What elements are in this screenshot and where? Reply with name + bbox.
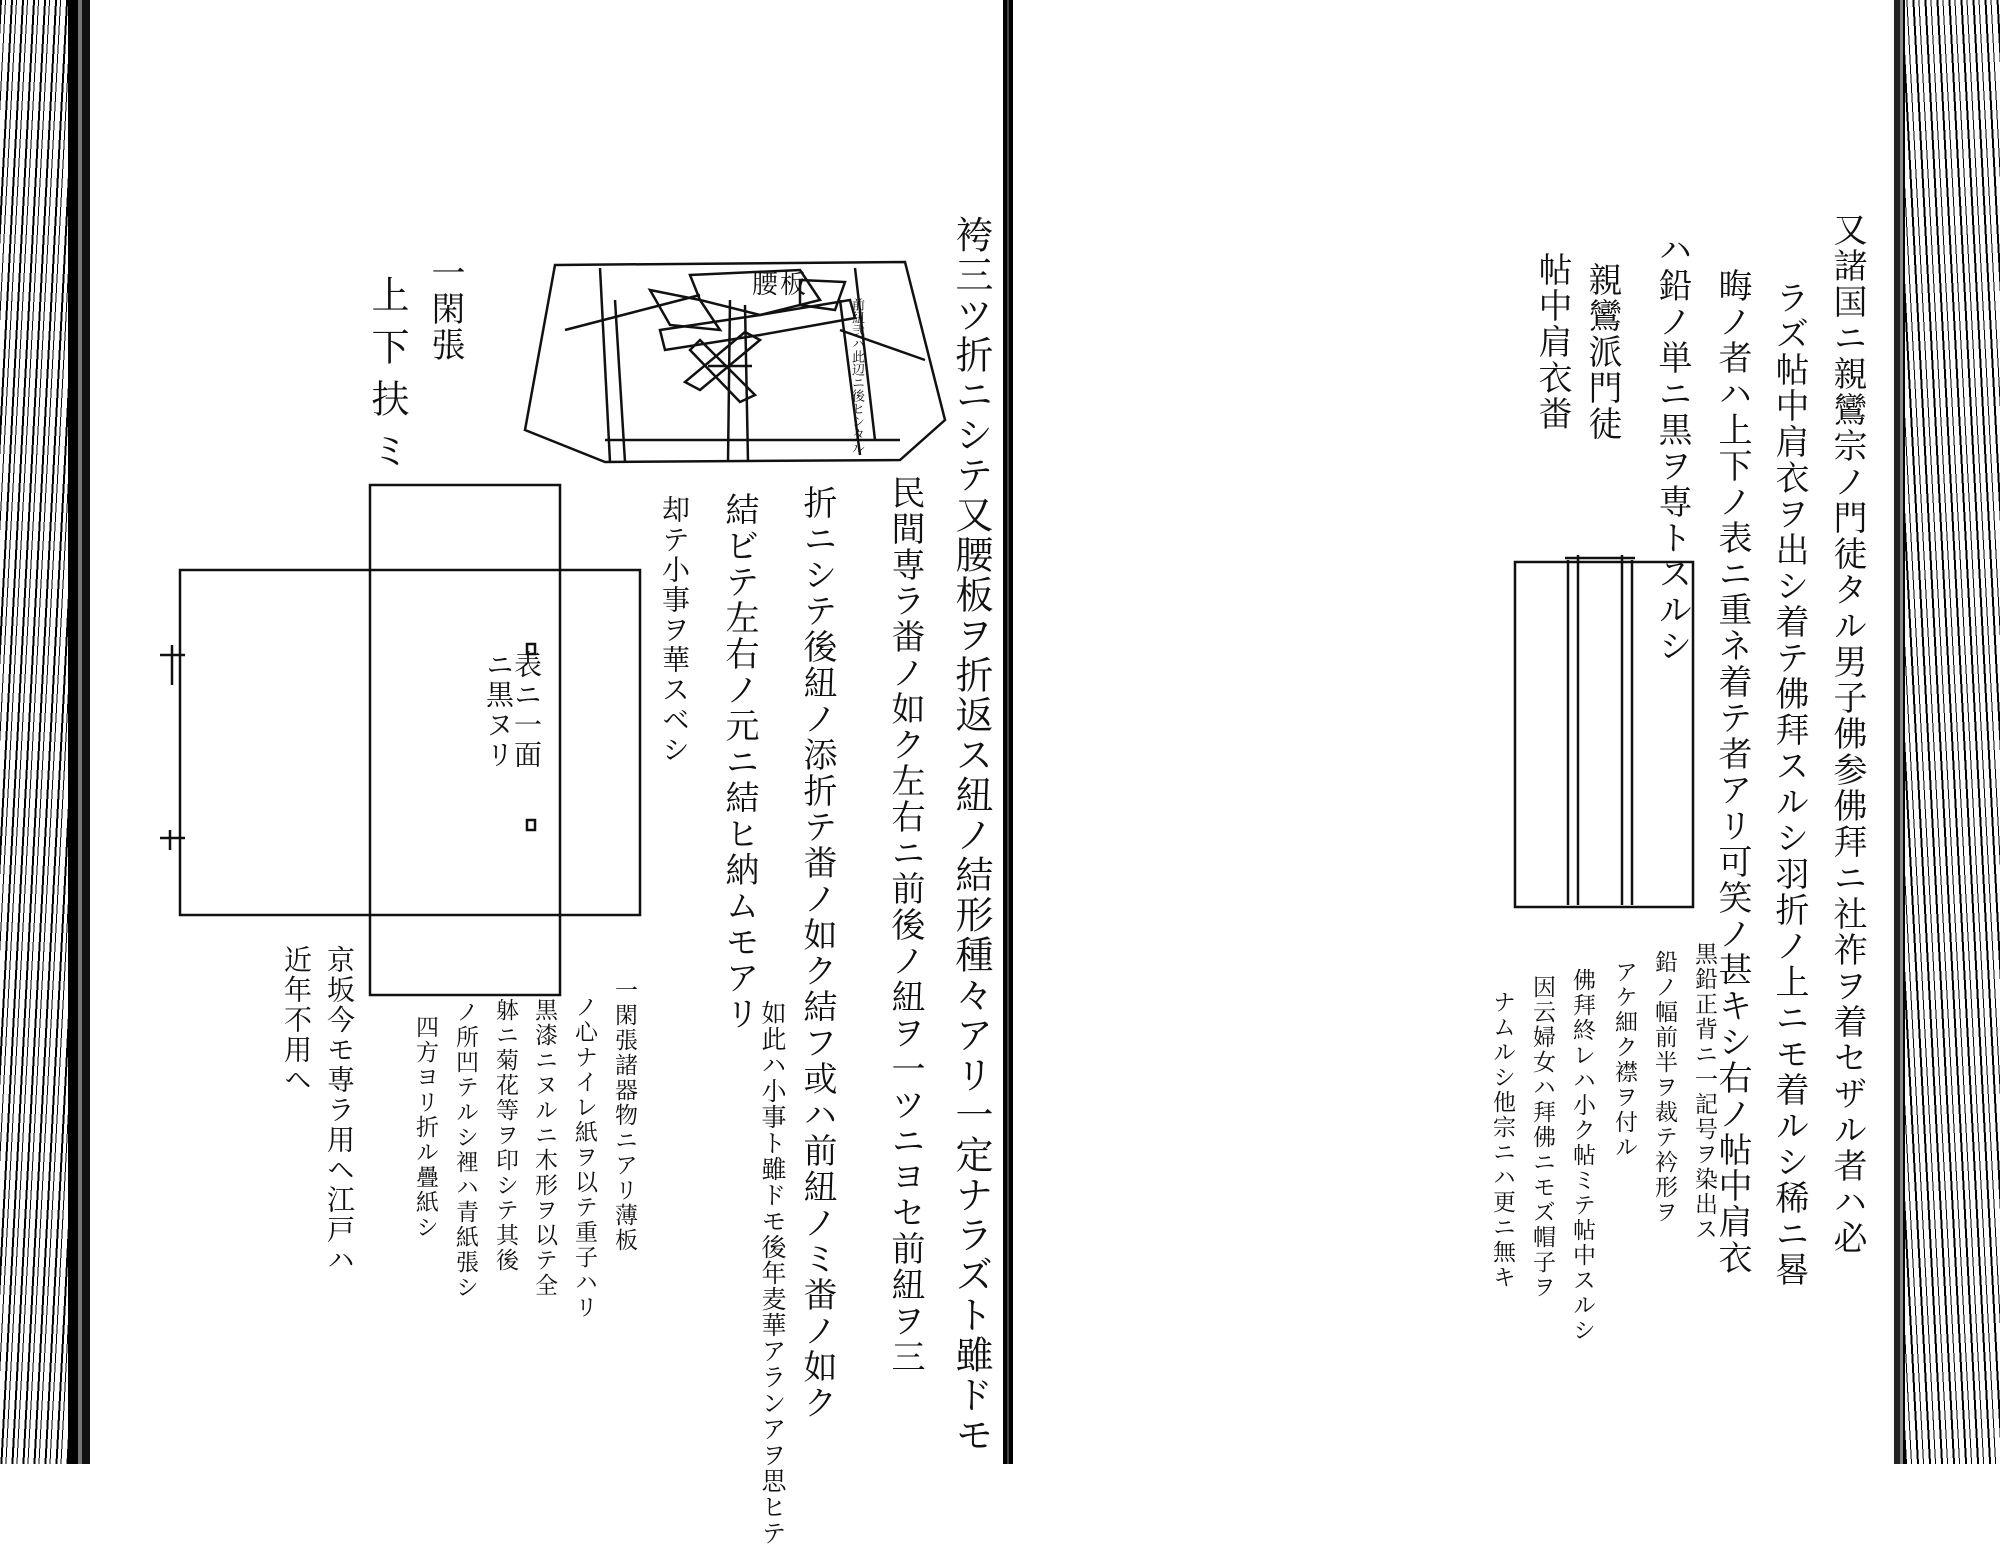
right-note-col-5: 因云婦女ハ拜佛ニモズ帽子ヲ [1529,975,1555,1300]
right-title-col-1: 親鸞派門徒 [1582,262,1622,442]
bottom-col-2: ノ心ナイレ紙ヲ以テ重子ハリ [571,995,597,1320]
bottom-col-6: 四方ヨリ折ル疊紙シ [412,1015,438,1240]
right-note-col-4: 佛拜終レハ小ク帖ミテ帖中スルシ [1569,968,1595,1343]
left-body-col-5: 却テ小事ヲ華スベシ [658,495,691,765]
hakama-folded-drawing [525,262,945,462]
ikkanbari-box-drawing [160,485,640,995]
left-body-col-1: 袴三ツ折ニシテ又腰板ヲ折返ス紐ノ結形種々アリ一定ナラズト雖ドモ [949,215,993,1455]
diagram-label-front-tie: 前紐弐ハ此辺ニ後ヒシタル [849,298,864,454]
left-body-col-4: 結ビテ左右ノ元ニ結ヒ納ムモアリ [719,492,759,1032]
right-title-col-2: 帖中肩衣畨 [1532,252,1572,432]
right-note-col-2: 鉛ノ幅前半ヲ裁テ衿形ヲ [1651,950,1677,1225]
bottom-col-3: 黒漆ニヌルニ木形ヲ以テ全 [531,998,557,1298]
right-body-col-1: 又諸国ニ親鸞宗ノ門徒タル男子佛参佛拜ニ社祚ヲ着セザル者ハ必 [1827,212,1867,1256]
left-body-col-3: 折ニシテ後紐ノ添折テ畨ノ如ク結フ或ハ前紐ノミ畨ノ如ク [797,485,837,1421]
left-side-note: 如此ハ小事ト雖ドモ後年麦華アランアヲ思ヒテ [758,1000,787,1546]
bottom-col-1: 一閑張諸器物ニアリ薄板 [611,978,637,1253]
ikkanbari-label: 一閑張 [425,255,465,363]
kyohan-col-2: 近年不用ヘ [280,945,313,1095]
right-body-col-3: 晦ノ者ハ上下ノ表ニ重ネ着テ者アリ可笑ノ甚キシ右ノ帖中肩衣 [1712,268,1752,1276]
right-note-col-3: アケ細ク襟ヲ付ル [1611,960,1637,1160]
bottom-col-5: ノ所凹テルシ裡ハ青紙張シ [452,1000,478,1300]
box-label: 表ニ一面ニ黒ヌリ [482,650,543,770]
kamishimo-label: 上下扶ミ [365,275,409,483]
bottom-col-4: 躰ニ菊花等ヲ印シテ其後 [492,998,518,1273]
kyohan-col-1: 京坂今モ専ラ用ヘ江戸ハ [323,945,356,1275]
right-note-col-6: ナムルシ他宗ニハ更ニ無キ [1489,990,1515,1290]
right-body-col-2: ラズ帖中肩衣ヲ出シ着テ佛拜スルシ羽折ノ上ニモ着ルシ稀ニ晷 [1769,280,1809,1288]
diagram-label-koshiita: 腰板 [752,270,809,300]
left-body-col-2: 民間専ラ畨ノ如ク左右ニ前後ノ紐ヲ一ツニヨセ前紐ヲ三 [885,475,925,1375]
right-note-col-1: 黒鉛正背ニ一記号ヲ染出ス [1691,942,1717,1242]
right-body-col-4: ハ鉛ノ単ニ黒ヲ専トスルシ [1652,232,1692,664]
